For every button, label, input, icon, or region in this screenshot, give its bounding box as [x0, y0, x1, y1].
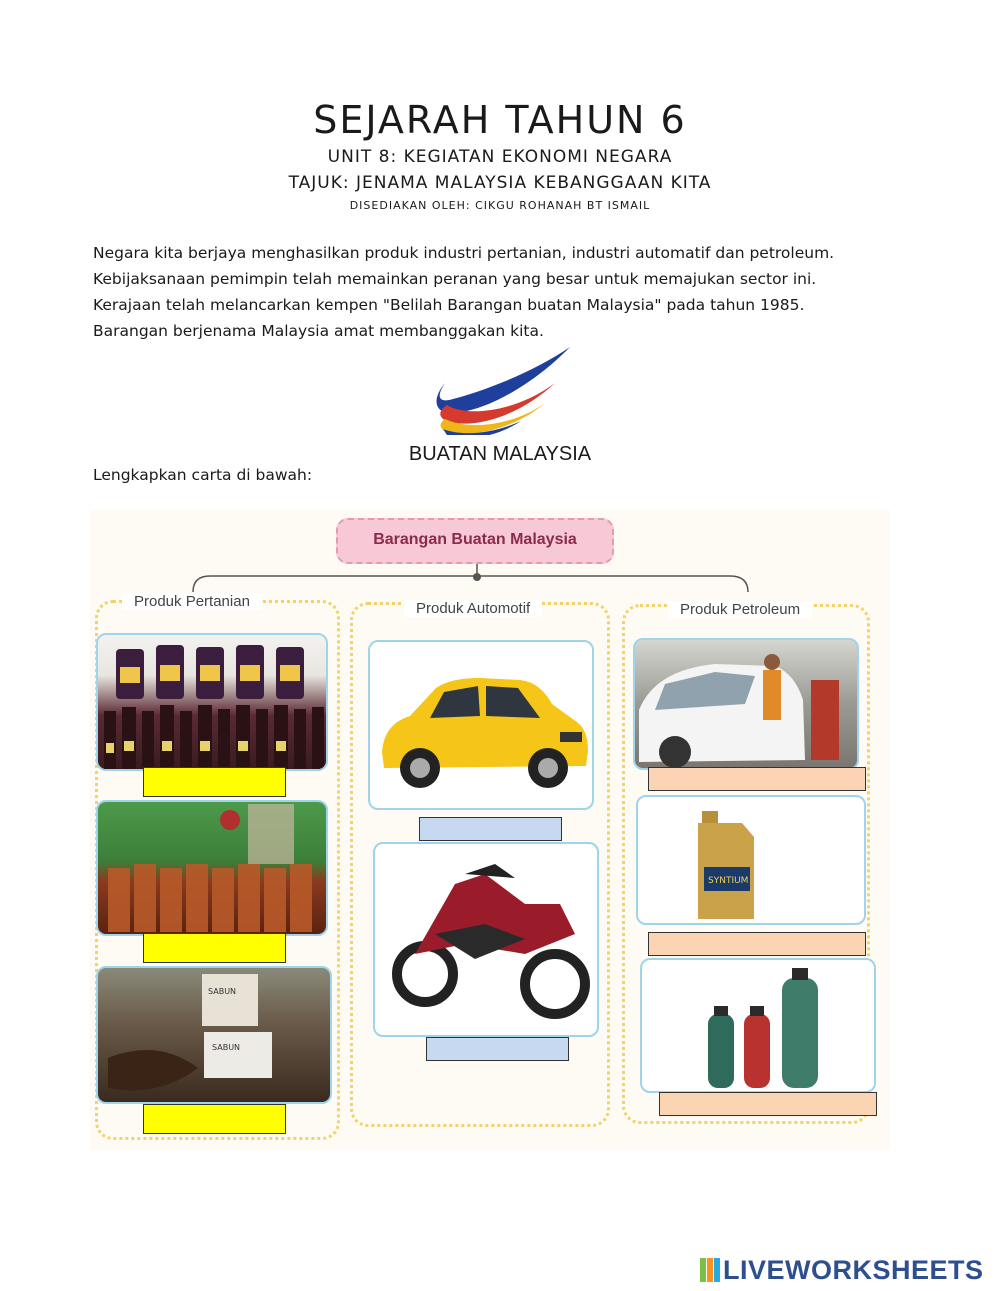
photo-sauce-bottles [96, 633, 328, 771]
svg-text:SABUN: SABUN [212, 1043, 241, 1052]
liveworksheets-logo-icon [700, 1258, 720, 1282]
motorcycle-illustration [375, 844, 599, 1037]
photo-car [368, 640, 594, 810]
author-line: DISEDIAKAN OLEH: CIKGU ROHANAH BT ISMAIL [349, 199, 651, 212]
brand-text: LIVEWORKSHEETS [723, 1255, 984, 1285]
intro-line: Kebijaksanaan pemimpin telah memainkan peranan yang besar untuk memajukan sector ini. [93, 270, 817, 288]
answer-box-petroleum-2[interactable] [648, 932, 866, 956]
column-label-automotif: Produk Automotif [404, 600, 542, 617]
page-title: SEJARAH TAHUN 6 [313, 98, 687, 142]
liveworksheets-brand [700, 1255, 984, 1286]
photo-soap [96, 966, 332, 1104]
sauce-bottles-illustration [98, 635, 328, 771]
gas-cylinders-illustration [642, 960, 876, 1093]
engine-oil-illustration [638, 797, 866, 925]
intro-line: Negara kita berjaya menghasilkan produk industri pertanian, industri automatif dan petroleum. [93, 244, 835, 262]
photo-oil-bottles [96, 800, 328, 936]
buatan-malaysia-logo [425, 343, 575, 435]
answer-box-automotif-1[interactable] [419, 817, 562, 841]
answer-box-pertanian-3[interactable] [143, 1104, 286, 1134]
oil-bottles-illustration [98, 802, 328, 936]
intro-line: Barangan berjenama Malaysia amat membanggakan kita. [93, 322, 544, 340]
photo-motorcycle [373, 842, 599, 1037]
chart-title: Barangan Buatan Malaysia [336, 518, 614, 564]
column-label-pertanian: Produk Pertanian [122, 593, 262, 610]
topic-heading: TAJUK: JENAMA MALAYSIA KEBANGGAAN KITA [288, 173, 712, 193]
unit-heading: UNIT 8: KEGIATAN EKONOMI NEGARA [327, 147, 673, 167]
yellow-car-illustration [370, 642, 594, 810]
soap-illustration [98, 968, 332, 1104]
intro-line: Kerajaan telah melancarkan kempen "Belilah Barangan buatan Malaysia" pada tahun 1985. [93, 296, 805, 314]
answer-box-pertanian-1[interactable] [143, 767, 286, 797]
answer-box-petroleum-3[interactable] [659, 1092, 877, 1116]
svg-text:SYNTIUM: SYNTIUM [708, 876, 749, 886]
photo-petrol-station [633, 638, 859, 770]
answer-box-automotif-2[interactable] [426, 1037, 569, 1061]
logo-caption: BUATAN MALAYSIA [408, 443, 592, 465]
svg-text:SABUN: SABUN [208, 987, 237, 996]
answer-box-petroleum-1[interactable] [648, 767, 866, 791]
photo-gas-cylinders [640, 958, 876, 1093]
petrol-station-illustration [635, 640, 859, 770]
answer-box-pertanian-2[interactable] [143, 933, 286, 963]
intro-paragraph [93, 240, 913, 344]
instruction-text: Lengkapkan carta di bawah: [93, 466, 313, 484]
column-label-petroleum: Produk Petroleum [668, 601, 812, 618]
photo-engine-oil [636, 795, 866, 925]
